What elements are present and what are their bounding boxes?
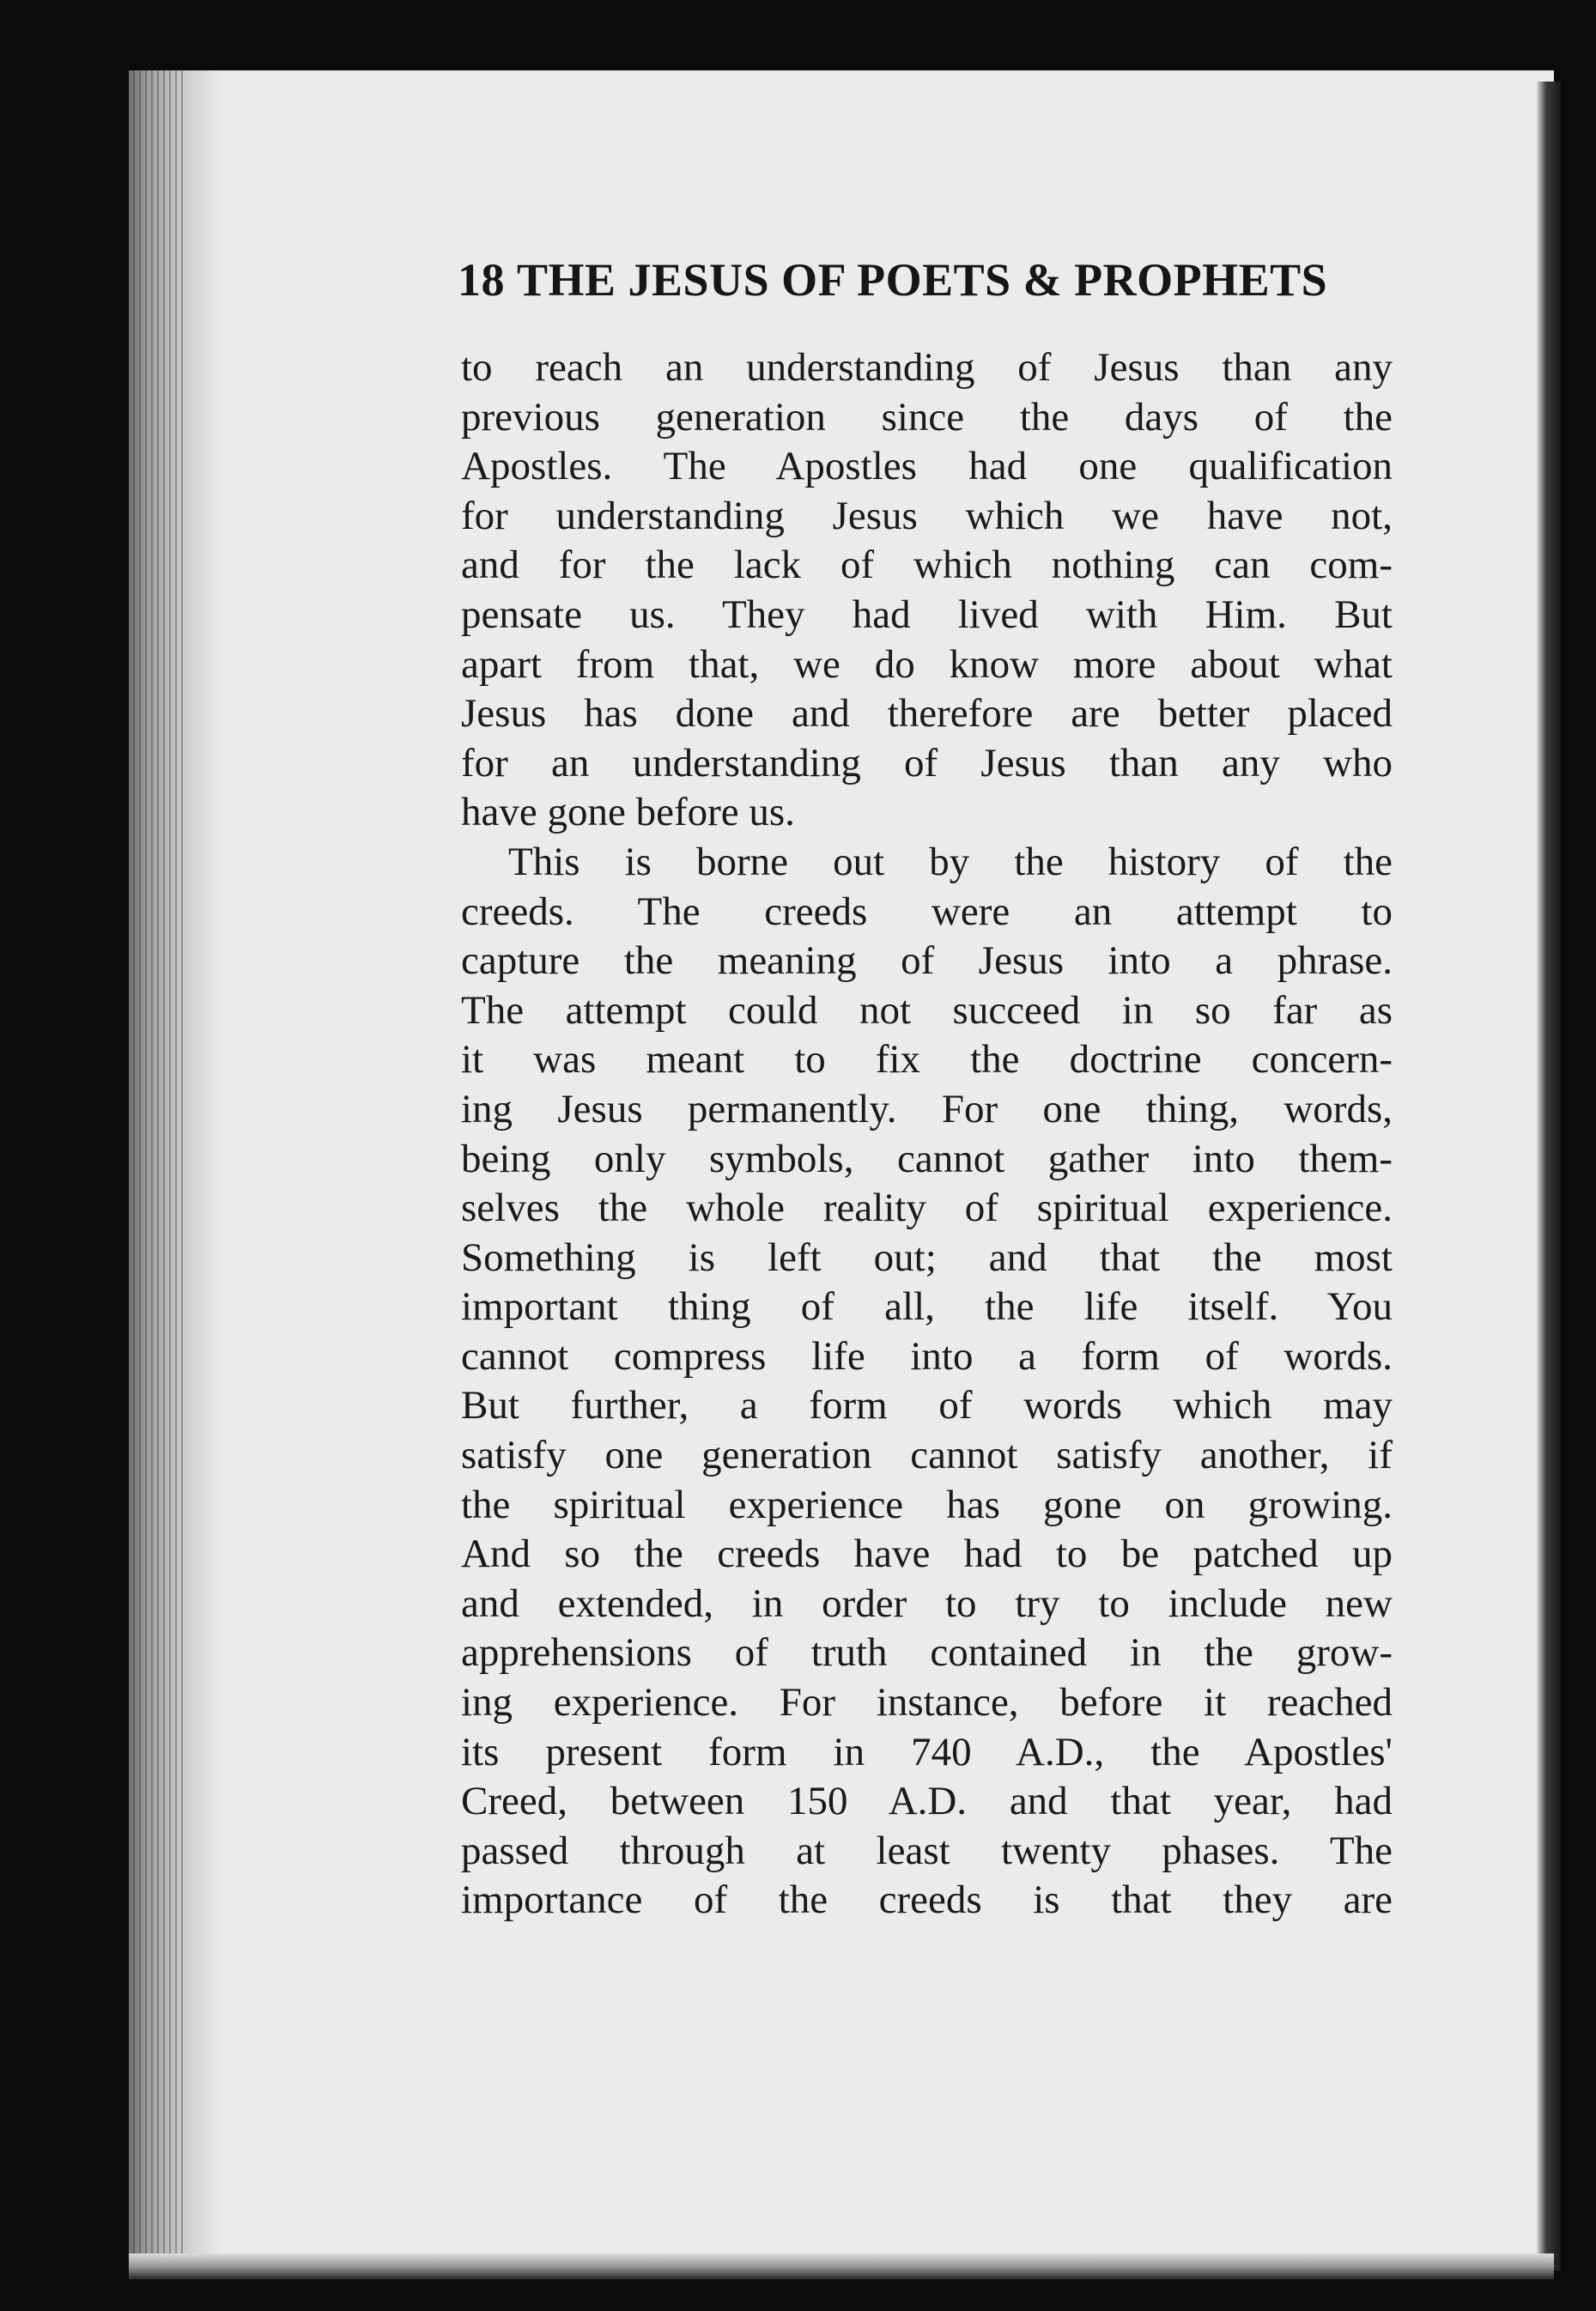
text-line: creeds. The creeds were an attempt to xyxy=(461,889,1393,934)
text-line: to reach an understanding of Jesus than any xyxy=(461,345,1393,390)
text-line: for understanding Jesus which we have not, xyxy=(461,493,1393,538)
text-line: And so the creeds have had to be patched up xyxy=(461,1532,1393,1577)
text-line: selves the whole reality of spiritual experience. xyxy=(461,1186,1393,1231)
text-line: previous generation since the days of the xyxy=(461,394,1393,440)
text-line: the spiritual experience has gone on growing. xyxy=(461,1482,1393,1527)
text-line: Jesus has done and therefore are better placed xyxy=(461,691,1393,737)
text-line: apprehensions of truth contained in the grow- xyxy=(461,1630,1393,1676)
text-line: satisfy one generation cannot satisfy another, if xyxy=(461,1433,1393,1478)
binding-gutter-lines xyxy=(133,70,185,2277)
text-line: have gone before us. xyxy=(461,790,795,835)
text-line: Apostles. The Apostles had one qualification xyxy=(461,444,1393,489)
running-header xyxy=(458,253,1327,306)
text-line: it was meant to fix the doctrine concern- xyxy=(461,1037,1393,1083)
text-line: Creed, between 150 A.D. and that year, had xyxy=(461,1779,1393,1824)
text-line: passed through at least twenty phases. The xyxy=(461,1828,1393,1873)
text-line: important thing of all, the life itself. You xyxy=(461,1284,1393,1330)
text-line: and extended, in order to try to include new xyxy=(461,1580,1393,1626)
text-line: This is borne out by the history of the xyxy=(508,839,1393,884)
text-line: apart from that, we do know more about what xyxy=(461,641,1393,687)
text-line: for an understanding of Jesus than any who xyxy=(461,740,1393,785)
text-line: and for the lack of which nothing can com- xyxy=(461,543,1393,588)
text-line: importance of the creeds is that they are xyxy=(461,1877,1393,1923)
text-line: pensate us. They had lived with Him. But xyxy=(461,591,1393,637)
text-line: ing experience. For instance, before it reached xyxy=(461,1680,1393,1726)
text-line: being only symbols, cannot gather into them- xyxy=(461,1136,1393,1181)
page-right-edge xyxy=(1537,82,1561,2271)
text-line: But further, a form of words which may xyxy=(461,1383,1393,1428)
text-line: Something is left out; and that the most xyxy=(461,1234,1393,1280)
body-text xyxy=(461,343,1393,1926)
text-line: its present form in 740 A.D., the Apostles' xyxy=(461,1729,1393,1774)
text-line: ing Jesus permanently. For one thing, words, xyxy=(461,1086,1393,1131)
page-bottom-edge xyxy=(129,2253,1554,2279)
text-line: cannot compress life into a form of words. xyxy=(461,1333,1393,1379)
text-line: capture the meaning of Jesus into a phrase. xyxy=(461,938,1393,984)
text-line: The attempt could not succeed in so far as xyxy=(461,987,1393,1033)
page-number: 18 xyxy=(458,254,505,306)
running-title: THE JESUS OF POETS & PROPHETS xyxy=(517,254,1328,306)
